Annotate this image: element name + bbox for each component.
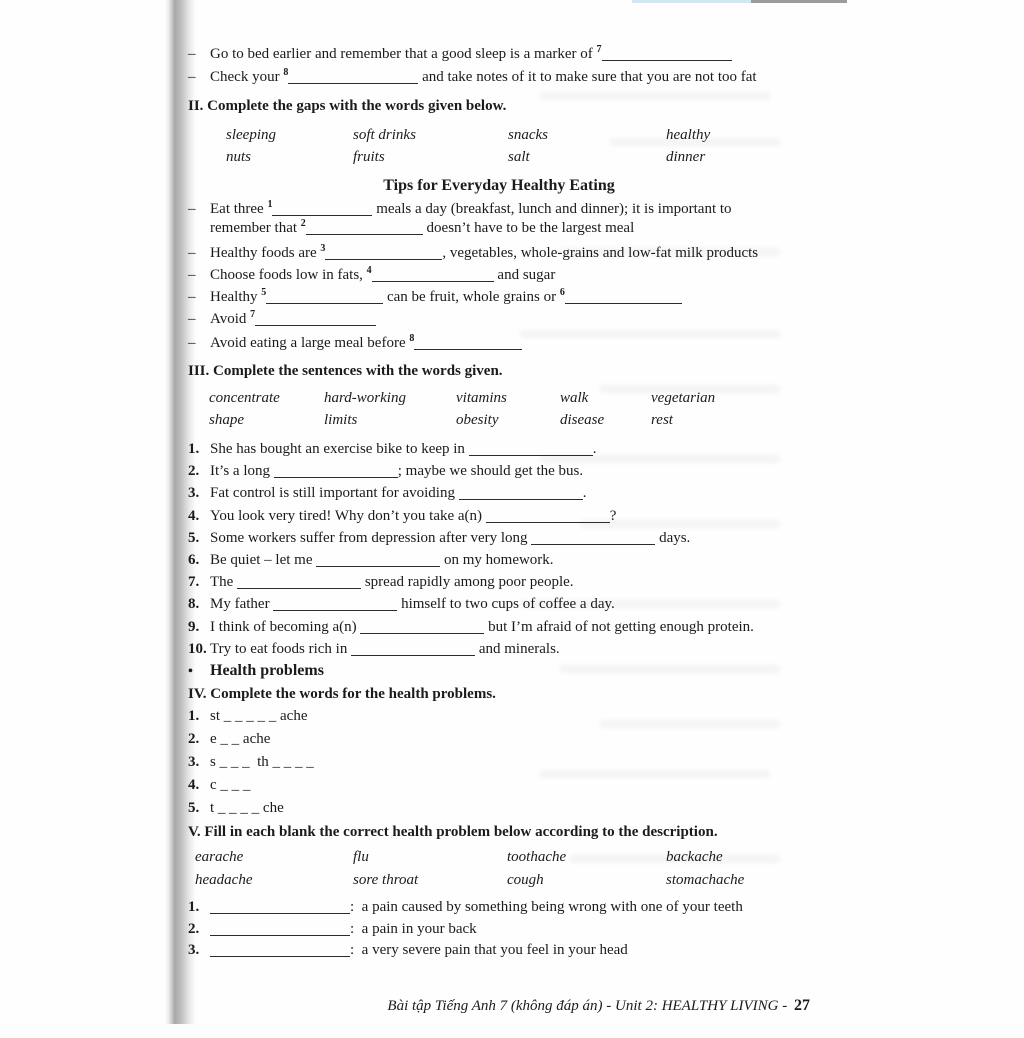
blank-line — [459, 486, 583, 500]
blank-line — [360, 620, 484, 634]
item-marker: 8. — [188, 596, 200, 613]
word-option: headache — [195, 872, 253, 889]
section-ii-title: II. Complete the gaps with the words given below. — [188, 98, 507, 114]
text-fragment: c _ _ _ — [210, 777, 251, 794]
blank-line — [288, 70, 418, 84]
text-fragment: Go to bed earlier and remember that a good sleep is a marker of — [210, 46, 597, 62]
word-puzzle-item-4 — [188, 774, 810, 797]
text-fragment: t _ _ _ _ che — [210, 800, 284, 817]
blank-line — [602, 47, 732, 61]
word-option: dinner — [666, 149, 706, 165]
page-footer — [188, 974, 810, 1038]
tips-item — [188, 310, 810, 329]
sentence-item-4 — [188, 505, 810, 527]
item-marker: 1. — [188, 441, 200, 457]
item-marker: 7. — [188, 574, 200, 591]
item-marker: 4. — [188, 777, 200, 794]
item-marker: 10. — [188, 640, 207, 657]
item-marker: 3. — [188, 942, 200, 959]
word-option: limits — [324, 412, 358, 428]
word-option: soft drinks — [353, 127, 416, 143]
item-marker: 5. — [188, 800, 200, 817]
word-box-section-v — [195, 846, 810, 892]
item-marker: – — [188, 335, 196, 351]
definition-item-3 — [188, 940, 810, 962]
superscript-number: 6 — [559, 287, 565, 298]
text-fragment: Some workers suffer from depression after very long — [210, 529, 532, 546]
page-number: 27 — [794, 996, 810, 1014]
line-text — [210, 200, 810, 219]
superscript-number: 8 — [283, 66, 289, 78]
scan-edge-strip-cyan — [632, 0, 751, 3]
blank-line — [255, 312, 376, 326]
word-option: vitamins — [456, 390, 507, 406]
bullet-icon: • — [188, 664, 193, 680]
sentence-item-9 — [188, 616, 810, 638]
text-fragment: Try to eat foods rich in — [210, 640, 352, 657]
item-marker: 5. — [188, 529, 200, 546]
text-fragment: s _ _ _ th _ _ _ _ — [210, 754, 314, 771]
text-fragment: doesn’t have to be the largest meal — [422, 220, 635, 236]
health-problems-heading-text: Health problems — [210, 662, 324, 680]
sentence-item-2 — [188, 460, 810, 482]
blank-line — [469, 442, 593, 456]
line-text — [210, 571, 810, 593]
blank-line — [316, 553, 440, 567]
line-text — [210, 219, 810, 238]
sentence-item-6 — [188, 549, 810, 571]
text-fragment: Avoid eating a large meal before — [210, 335, 410, 351]
word-option: flu — [353, 849, 369, 866]
tips-item — [188, 334, 810, 353]
sentence-item-10 — [188, 638, 810, 660]
line-text — [210, 705, 810, 728]
text-fragment: but I’m afraid of not getting enough protein. — [484, 618, 754, 635]
word-option: disease — [560, 412, 605, 428]
text-fragment: e _ _ ache — [210, 731, 271, 748]
text-fragment: . — [592, 441, 597, 457]
blank-line — [325, 246, 442, 260]
item-marker: – — [188, 245, 196, 261]
text-fragment: on my homework. — [440, 552, 554, 569]
tips-item — [188, 266, 810, 285]
word-option: salt — [508, 149, 530, 165]
text-fragment: ; maybe we should get the bus. — [397, 463, 584, 480]
blank-line — [306, 221, 423, 235]
line-text — [210, 310, 810, 329]
text-fragment: Fat control is still important for avoiding — [210, 485, 459, 502]
blank-line — [274, 464, 398, 478]
text-fragment: The — [210, 574, 238, 591]
line-text — [210, 266, 810, 285]
word-option: nuts — [226, 149, 252, 165]
line-text — [210, 616, 810, 638]
definition-item-2 — [188, 919, 810, 941]
word-option: stomachache — [666, 872, 745, 889]
line-text — [210, 797, 810, 820]
tips-item-continuation — [188, 219, 810, 238]
text-fragment: My father — [210, 596, 274, 613]
text-fragment: ? — [609, 507, 617, 524]
line-text — [210, 774, 810, 797]
word-option: cough — [507, 872, 544, 889]
tips-heading: Tips for Everyday Healthy Eating — [383, 177, 615, 194]
superscript-number: 5 — [261, 287, 267, 298]
item-marker: 2. — [188, 731, 200, 748]
line-text — [210, 751, 810, 774]
text-fragment: Avoid — [210, 311, 251, 327]
item-marker: 2. — [188, 920, 200, 937]
blank-line — [210, 943, 350, 957]
text-fragment: Be quiet – let me — [210, 552, 317, 569]
word-option: walk — [560, 390, 589, 406]
superscript-number: 7 — [596, 44, 602, 55]
definition-item-1 — [188, 897, 810, 919]
item-marker: – — [188, 68, 196, 85]
line-text — [210, 593, 810, 615]
scan-edge-strip-gray — [751, 0, 847, 3]
word-option: backache — [666, 849, 723, 866]
word-option: snacks — [508, 127, 548, 143]
word-option: fruits — [353, 149, 385, 165]
text-fragment: himself to two cups of coffee a day. — [397, 596, 615, 613]
blank-line — [351, 642, 475, 656]
line-text — [210, 728, 810, 751]
line-text — [210, 460, 810, 482]
text-fragment: Eat three — [210, 201, 268, 217]
line-text — [210, 44, 810, 65]
line-text — [210, 505, 810, 527]
tips-item — [188, 244, 810, 263]
text-fragment: I think of becoming a(n) — [210, 618, 361, 635]
text-fragment: You look very tired! Why don’t you take a(n) — [210, 507, 486, 524]
word-option: sore throat — [353, 872, 419, 889]
item-marker: 6. — [188, 552, 200, 569]
page-content — [188, 44, 810, 1038]
text-fragment: and minerals. — [475, 640, 560, 657]
footer-text: Bài tập Tiếng Anh 7 (không đáp án) - Unit 2: HEALTHY LIVING - — [387, 997, 791, 1014]
superscript-number: 2 — [300, 218, 306, 229]
blank-line — [372, 268, 494, 282]
superscript-number: 3 — [320, 243, 326, 254]
item-marker: 1. — [188, 708, 200, 725]
blank-line — [486, 509, 610, 523]
sentence-item-5 — [188, 527, 810, 549]
word-box-section-iii — [209, 387, 810, 431]
blank-line — [210, 900, 350, 914]
superscript-number: 7 — [250, 309, 256, 320]
line-text — [210, 638, 810, 660]
text-fragment: She has bought an exercise bike to keep in — [210, 441, 469, 457]
word-option: sleeping — [226, 127, 276, 143]
sentence-item-1 — [188, 438, 810, 460]
text-fragment: spread rapidly among poor people. — [361, 574, 574, 591]
line-text — [210, 549, 810, 571]
blank-line — [237, 575, 361, 589]
intro-item-1 — [188, 44, 810, 65]
line-text — [210, 438, 810, 460]
text-fragment: can be fruit, whole grains or — [383, 289, 560, 305]
text-fragment: Healthy foods are — [210, 245, 321, 261]
item-marker: 1. — [188, 899, 200, 916]
line-text — [210, 940, 810, 962]
sentence-item-7 — [188, 571, 810, 593]
blank-line — [531, 531, 655, 545]
line-text — [210, 919, 810, 941]
text-fragment: It’s a long — [210, 463, 274, 480]
sentence-item-3 — [188, 482, 810, 504]
text-fragment: : a pain caused by something being wrong with one of your teeth — [350, 899, 743, 916]
superscript-number: 8 — [409, 333, 415, 344]
item-marker: 2. — [188, 463, 200, 480]
item-marker: – — [188, 201, 196, 217]
text-fragment: Check your — [210, 68, 284, 85]
text-fragment: : a pain in your back — [350, 920, 477, 937]
line-text — [210, 527, 810, 549]
blank-line — [273, 597, 397, 611]
text-fragment: and take notes of it to make sure that you are not too fat — [418, 68, 757, 85]
blank-line — [414, 336, 522, 350]
health-problems-heading — [188, 660, 810, 683]
superscript-number: 4 — [366, 265, 372, 276]
blank-line — [272, 202, 372, 216]
word-puzzle-item-5 — [188, 797, 810, 820]
tips-item — [188, 288, 810, 307]
word-option: vegetarian — [651, 390, 716, 406]
intro-item-2 — [188, 67, 810, 88]
line-text — [210, 244, 810, 263]
blank-line — [210, 922, 350, 936]
line-text — [210, 288, 810, 307]
line-text — [210, 67, 810, 88]
text-fragment: Choose foods low in fats, — [210, 267, 367, 283]
text-fragment: remember that — [210, 220, 301, 236]
item-marker: 9. — [188, 618, 200, 635]
text-fragment: meals a day (breakfast, lunch and dinner); it is important to — [372, 201, 732, 217]
sentence-item-8 — [188, 593, 810, 615]
text-fragment: : a very severe pain that you feel in your head — [350, 942, 628, 959]
item-marker: 3. — [188, 754, 200, 771]
word-puzzle-item-3 — [188, 751, 810, 774]
item-marker: 4. — [188, 507, 200, 524]
word-option: earache — [195, 849, 244, 866]
text-fragment: , vegetables, whole-grains and low-fat milk products — [442, 245, 759, 261]
text-fragment: st _ _ _ _ _ ache — [210, 708, 308, 725]
text-fragment: Healthy — [210, 289, 262, 305]
item-marker: – — [188, 267, 196, 283]
blank-line — [266, 290, 383, 304]
item-marker: – — [188, 311, 196, 327]
item-marker: 3. — [188, 485, 200, 502]
text-fragment: and sugar — [493, 267, 556, 283]
tips-item — [188, 200, 810, 219]
word-option: toothache — [507, 849, 567, 866]
text-fragment: days. — [655, 529, 691, 546]
word-puzzle-item-1 — [188, 705, 810, 728]
word-option: hard-working — [324, 390, 406, 406]
word-box-section-ii — [226, 124, 810, 168]
word-option: rest — [651, 412, 673, 428]
word-option: shape — [209, 412, 244, 428]
item-marker: – — [188, 289, 196, 305]
section-v-title: V. Fill in each blank the correct health problem below according to the description. — [188, 824, 718, 841]
line-text — [210, 334, 810, 353]
word-option: obesity — [456, 412, 499, 428]
line-text — [210, 482, 810, 504]
item-marker: – — [188, 46, 196, 62]
word-puzzle-item-2 — [188, 728, 810, 751]
word-option: healthy — [666, 127, 711, 143]
superscript-number: 1 — [267, 199, 273, 210]
section-iii-title: III. Complete the sentences with the words given. — [188, 363, 503, 379]
line-text — [210, 897, 810, 919]
section-iv-title: IV. Complete the words for the health problems. — [188, 686, 496, 703]
word-option: concentrate — [209, 390, 280, 406]
text-fragment: . — [582, 485, 587, 502]
blank-line — [565, 290, 682, 304]
